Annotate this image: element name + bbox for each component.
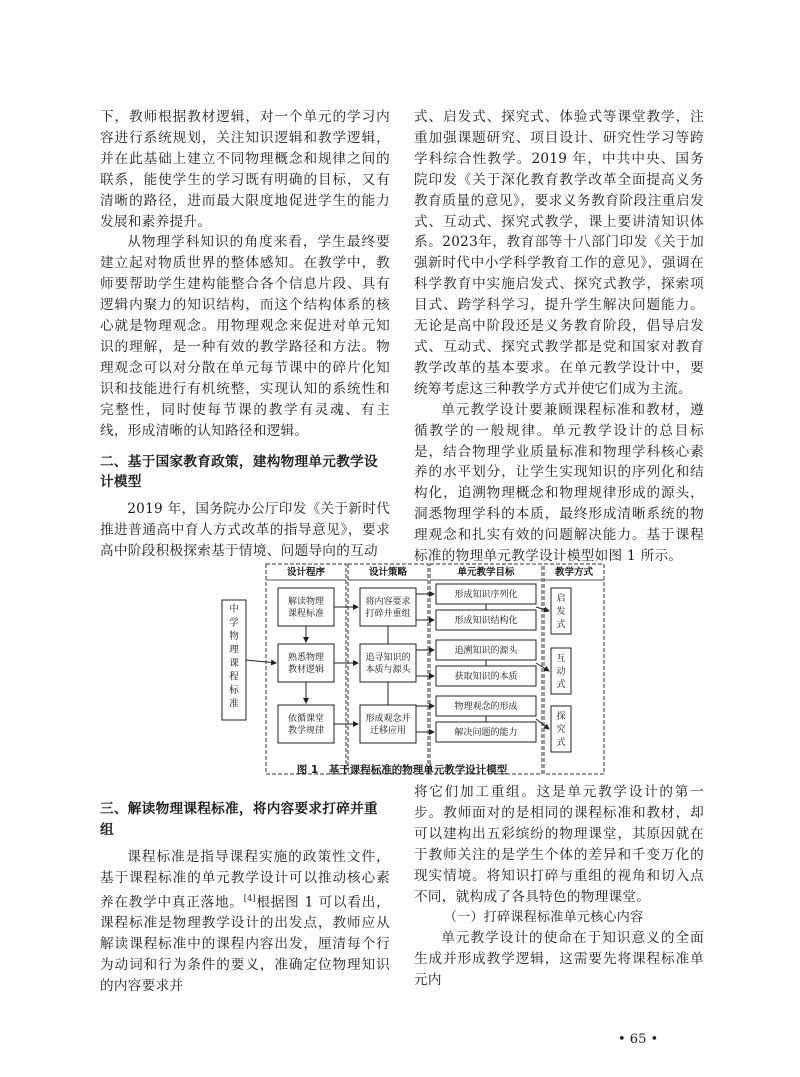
goal-2: 形成知识结构化: [454, 616, 518, 626]
col-title-goals: 单元教学目标: [457, 567, 515, 578]
goal-4: 获取知识的本质: [454, 672, 518, 682]
method-interactive: 互动式: [556, 654, 566, 690]
goal-3: 追溯知识的源头: [454, 646, 518, 656]
figure-caption: 图 1 基于课程标准的物理单元教学设计模型: [296, 764, 508, 776]
left-column-bottom: [100, 799, 390, 997]
col-title-methods: 教学方式: [554, 567, 594, 578]
program-step-2b: 教材逻辑: [287, 665, 325, 675]
paragraph: 单元教学设计的使命在于知识意义的全面生成并形成教学逻辑，这需要先将课程标准单元内: [414, 930, 704, 989]
program-step-1a: 解读物理: [287, 597, 325, 607]
goal-5: 物理观念的形成: [454, 702, 518, 712]
page-number: • 65 •: [618, 1032, 659, 1047]
right-column-bottom: [414, 782, 704, 991]
subsection-heading: （一）打碎课程标准单元核心内容: [443, 910, 644, 926]
source-label: 中学物理课程标准: [229, 604, 239, 710]
left-column-top: [100, 107, 390, 562]
col-title-strategy: 设计策略: [368, 567, 408, 578]
paragraph-text: 根据图 1 可以看出，课程标准是物理教学设计的出发点，教师应从解读课程标准中的课程内容出发，厘清每个行为动词和行为条件的要义，准确定位物理知识的内容要求并: [100, 894, 391, 994]
strategy-1b: 打碎并重组: [365, 609, 411, 619]
paragraph: 2019 年，国务院办公厅印发《关于新时代推进普通高中育人方式改革的指导意见》，要求高中阶段积极探索基于情境、问题导向的互动: [100, 501, 390, 560]
strategy-3b: 迁移应用: [369, 726, 407, 736]
paragraph: 下，教师根据教材逻辑，对一个单元的学习内容进行系统规划，关注知识逻辑和教学逻辑，并在此基础上建立不同物理概念和规律之间的联系，能使学生的学习既有明确的目标，又有清晰的路径，进而最大限度地促进学生的能力发展和素养提升。: [100, 109, 390, 230]
program-step-3a: 依循课堂: [287, 714, 325, 724]
goal-6: 解决问题的能力: [454, 728, 518, 738]
section-heading: 三、解读物理课程标准，将内容要求打碎并重组: [100, 801, 378, 838]
strategy-1a: 将内容要求: [365, 597, 411, 607]
paragraph-text: 课程标准是指导课程实施的政策性文件，基于课程标准的单元教学设计可以推动核心素养在教学中真正落地。: [100, 848, 390, 911]
program-step-2a: 熟悉物理: [287, 653, 325, 663]
col-title-program: 设计程序: [286, 567, 326, 578]
strategy-3a: 形成观念并: [365, 714, 411, 724]
paragraph: 从物理学科知识的角度来看，学生最终要建立起对物质世界的整体感知。在教学中，教师要帮助学生建构能整合各个信息片段、具有逻辑内聚力的知识结构，而这个结构体系的核心就是物理观念。用物理观念来促进对单元知识的理解，是一种有效的教学路径和方法。物理观念可以对分散在单元每节课中的碎片化知识和技能进行有机统整，实现认知的系统性和完整性，同时使每节课的教学有灵魂、有主线，形成清晰的认知路径和逻辑。: [100, 234, 390, 439]
paragraph: 式、启发式、探究式、体验式等课堂教学，注重加强课题研究、项目设计、研究性学习等跨学科综合性教学。2019 年，中共中央、国务院印发《关于深化教育教学改革全面提高义务教育质量的意见》，要求义务教育阶段注重启发式、互动式、探究式教学，课上要讲清知识体系。2023年，教育部等十八部门印发《关于加强新时代中小学科学教育工作的意见》，强调在科学教育中实施启发式、探究式教学，探索项目式、跨学科学习，提升学生解决问题能力。无论是高中阶段还是义务教育阶段，倡导启发式、互动式、探究式教学都是党和国家对教育教学改革的基本要求。在单元教学设计中，要统筹考虑这三种教学方式并使它们成为主流。: [414, 109, 704, 397]
paragraph: 单元教学设计要兼顾课程标准和教材，遵循教学的一般规律。单元教学设计的总目标是，结合物理学业质量标准和物理学科核心素养的水平划分，让学生实现知识的序列化和结构化，追溯物理概念和物理规律形成的源头，洞悉物理学科的本质，最终形成清晰系统的物理观念和扎实有效的问题解决能力。基于课程标准的物理单元教学设计模型如图 1 所示。: [414, 401, 704, 565]
program-step-1b: 课程标准: [287, 609, 325, 619]
goal-1: 形成知识序列化: [454, 590, 518, 600]
paragraph: [100, 847, 390, 997]
citation: [4]: [243, 893, 256, 903]
figure-1-diagram: [220, 560, 620, 778]
method-heuristic: 启发式: [556, 594, 566, 630]
section-heading: 二、基于国家教育政策，建构物理单元教学设计模型: [100, 453, 378, 491]
right-column-top: [414, 107, 704, 567]
strategy-2a: 追寻知识的: [365, 653, 411, 663]
strategy-2b: 本质与源头: [365, 665, 411, 675]
paragraph: 将它们加工重组。这是单元教学设计的第一步。教师面对的是相同的课程标准和教材，却可以建构出五彩缤纷的物理课堂，其原因就在于教师关注的是学生个体的差异和千变万化的现实情境。将知识打碎与重组的视角和切入点不同，就构成了各具特色的物理课堂。: [414, 784, 704, 905]
program-step-3b: 教学规律: [287, 726, 325, 736]
method-inquiry: 探究式: [556, 712, 566, 748]
